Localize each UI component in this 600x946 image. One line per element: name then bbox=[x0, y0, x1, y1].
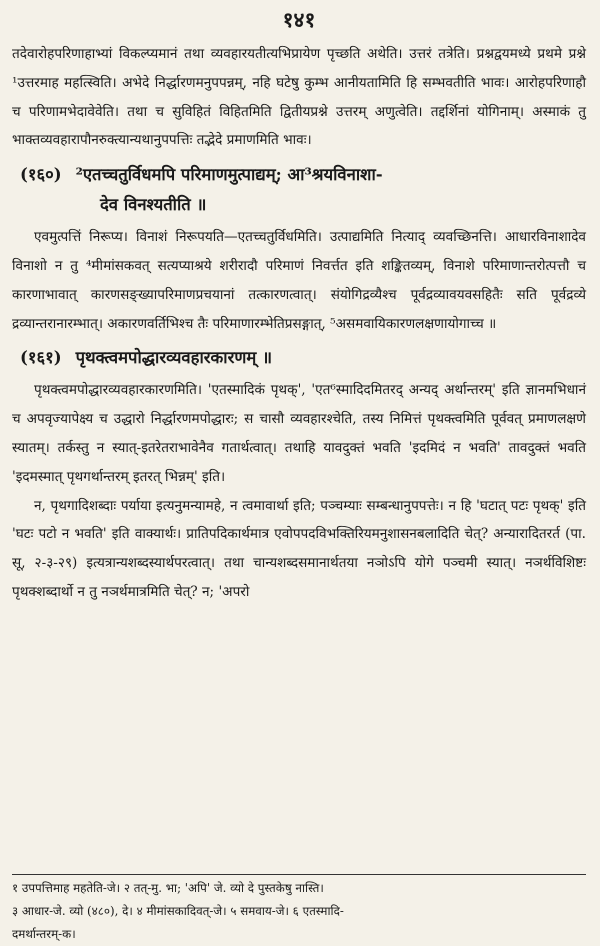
verse-161 bbox=[12, 342, 586, 372]
verse-line: देव विनश्यतीति ॥ bbox=[100, 194, 207, 215]
footnote-line: १ उपपत्तिमाह महतेति-जे। २ तत्-मु. भा; 'अपि' जे. व्यो दे पुस्तकेषु नास्ति। bbox=[12, 881, 324, 895]
verse-number: (१६०) bbox=[20, 164, 62, 185]
verse-160 bbox=[12, 159, 586, 219]
commentary-paragraph-3: पृथक्त्वमपोद्धारव्यवहारकारणमिति। 'एतस्मादिकं पृथक्', 'एत⁶स्मादिदमितरद् अन्यद् अर्थान्तरम्' इति ज्ञानमभिधानं च अपवृज्यापेक्ष्य च उद्धारो निर्द्धारणमपोद्धारः; स चासौ व्यवहारश्चेति, तस्य निमित्तं पृथक्त्वमिति पूर्ववत् प्रमाणलक्षणे स्यातम्। तर्कस्तु न स्यात्-इतरेतराभावेनैव गतार्थत्वात्। तथाहि यावदुक्तं भवति 'इदमिदं न भवति' तावदुक्तं भवति 'इदमस्मात् पृथगर्थान्तरम् इतरत् भिन्नम्' इति। bbox=[12, 382, 586, 485]
footnote-line: दमर्थान्तरम्-क। bbox=[12, 927, 76, 941]
verse-number: (१६१) bbox=[20, 347, 62, 368]
footnotes bbox=[12, 874, 586, 946]
page-number: १४१ bbox=[282, 7, 316, 32]
commentary-paragraph-4: न, पृथगादिशब्दाः पर्याया इत्यनुमन्यामहे, न त्वमावार्था इति; पञ्चम्याः सम्बन्धानुपपत्तेः। न हि 'घटात् पटः पृथक्' इति 'घटः पटो न भवति' इति वाक्यार्थः। प्रातिपदिकार्थमात्र एवोपपदविभक्तिरियमनुशासनबलादिति चेत्? अन्यारादितरर्त (पा. सू, २-३-२९) इत्यत्रान्यशब्दस्यार्थपरत्वात्। तथा चान्यशब्दसमानार्थतया नञोऽपि योगे पञ्चमी स्यात्। नञर्थविशिष्टः पृथक्शब्दार्थो न तु नञर्थमात्रमिति चेत्? न; 'अपरो bbox=[12, 497, 586, 600]
commentary-paragraph-2: एवमुत्पत्तिं निरूप्य। विनाशं निरूपयति—एतच्चतुर्विधमिति। उत्पाद्यमिति नित्याद् व्यवच्छिनत्ति। आधारविनाशादेव विनाशो न तु ⁴मीमांसकवत् सत्यप्याश्रये शरीरादौ परिमाणं निवर्त्तत इति शङ्कितव्यम्, विनाशे परिमाणान्तरोत्पत्तौ च कारणाभावात् कारणसङ्ख्यापरिमाणप्रचयानां तत्कारणत्वात्। संयोगिद्रव्यैश्च पूर्वद्रव्यावयवसहितैः सति पूर्वद्रव्ये द्रव्यान्तरानारम्भात्। अकारणवर्तिभिश्च तैः परिमाणारम्भेतिप्रसङ्गात्, ⁵असमवायिकारणलक्षणायोगाच्च ॥ bbox=[12, 229, 586, 332]
verse-line: ²एतच्चतुर्विधमपि परिमाणमुत्पाद्यम्; आ³श्रयविनाशा- bbox=[75, 164, 383, 185]
commentary-paragraph-1: तदेवारोहपरिणाहाभ्यां विकल्प्यमानं तथा व्यवहारयतीत्यभिप्रायेण पृच्छति अथेति। उत्तरं तत्रेति। प्रश्नद्वयमध्ये प्रथमे प्रश्ने ¹उत्तरमाह महत्स्विति। अभेदे निर्द्धारणमनुपपन्नम्, नहि घटेषु कुम्भ आनीयतामिति हि सम्भवतीति भावः। आरोहपरिणाहौ च परिणामभेदावेवेति। तथा च सुविहितं विहितमिति द्वितीयप्रश्ने उत्तरम् अणुत्वेति। तद्दर्शिनां योगिनाम्। अस्माकं तु भाक्तव्यवहारापौनरुक्त्यान्यथानुपपत्तिः तद्भेदे प्रमाणमिति भावः। bbox=[12, 46, 586, 149]
verse-line: पृथक्त्वमपोद्धारव्यवहारकारणम् ॥ bbox=[75, 347, 273, 368]
footnote-line: ३ आधार-जे. व्यो (४८०), दे। ४ मीमांसकादिवत्-जे। ५ समवाय-जे। ६ एतस्मादि- bbox=[12, 904, 344, 918]
main-text bbox=[12, 40, 586, 607]
